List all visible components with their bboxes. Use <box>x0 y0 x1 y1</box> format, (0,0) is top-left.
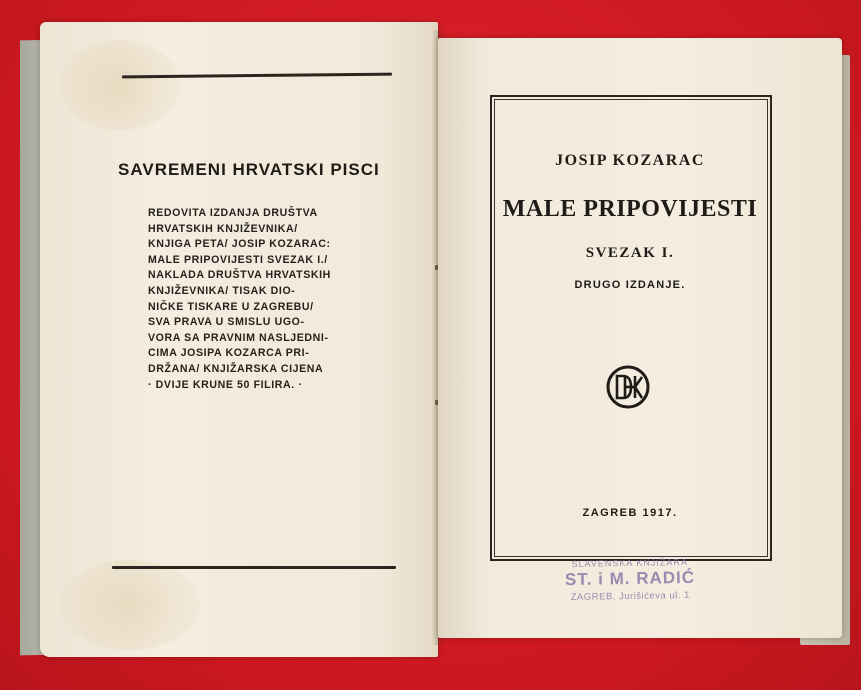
imprint-line: VORA SA PRAVNIM NASLJEDNI- <box>148 331 329 344</box>
paper-stain <box>60 40 180 130</box>
book-title: MALE PRIPOVIJESTI <box>502 196 758 222</box>
bottom-rule <box>112 566 396 569</box>
volume-label: SVEZAK I. <box>585 245 675 261</box>
imprint-line: HRVATSKIH KNJIŽEVNIKA/ <box>148 222 298 235</box>
imprint-line: REDOVITA IZDANJA DRUŠTVA <box>148 207 318 219</box>
imprint-block <box>148 206 368 393</box>
imprint-line: NAKLADA DRUŠTVA HRVATSKIH <box>148 269 331 282</box>
paper-stain <box>60 560 200 650</box>
imprint-line: · DVIJE KRUNE 50 FILIRA. · <box>148 378 303 391</box>
imprint-line: NIČKE TISKARE U ZAGREBU/ <box>148 300 314 313</box>
author-name: JOSIP KOZARAC <box>555 152 705 169</box>
imprint-line: KNJIŽEVNIKA/ TISAK DIO- <box>148 284 296 297</box>
imprint-line: MALE PRIPOVIJESTI SVEZAK I./ <box>148 253 328 266</box>
stamp-line-1: SLAVENSKA KNJIŽARA <box>571 556 688 570</box>
stamp-line-3: ZAGREB, Jurišićeva ul. 1 <box>570 589 690 604</box>
imprint-line: DRŽANA/ KNJIŽARSKA CIJENA <box>148 362 324 375</box>
imprint-line: KNJIGA PETA/ JOSIP KOZARAC: <box>148 238 331 251</box>
stamp-line-2: ST. i M. RADIĆ <box>564 567 696 590</box>
imprint-line: SVA PRAVA U SMISLU UGO- <box>148 316 305 329</box>
bookseller-stamp <box>520 556 741 604</box>
publisher-monogram-icon <box>605 364 651 410</box>
series-title: SAVREMENI HRVATSKI PISCI <box>118 160 380 179</box>
edition-label: DRUGO IZDANJE. <box>574 279 686 291</box>
imprint-line: CIMA JOSIPA KOZARCA PRI- <box>148 347 310 360</box>
place-year: ZAGREB 1917. <box>582 507 678 519</box>
